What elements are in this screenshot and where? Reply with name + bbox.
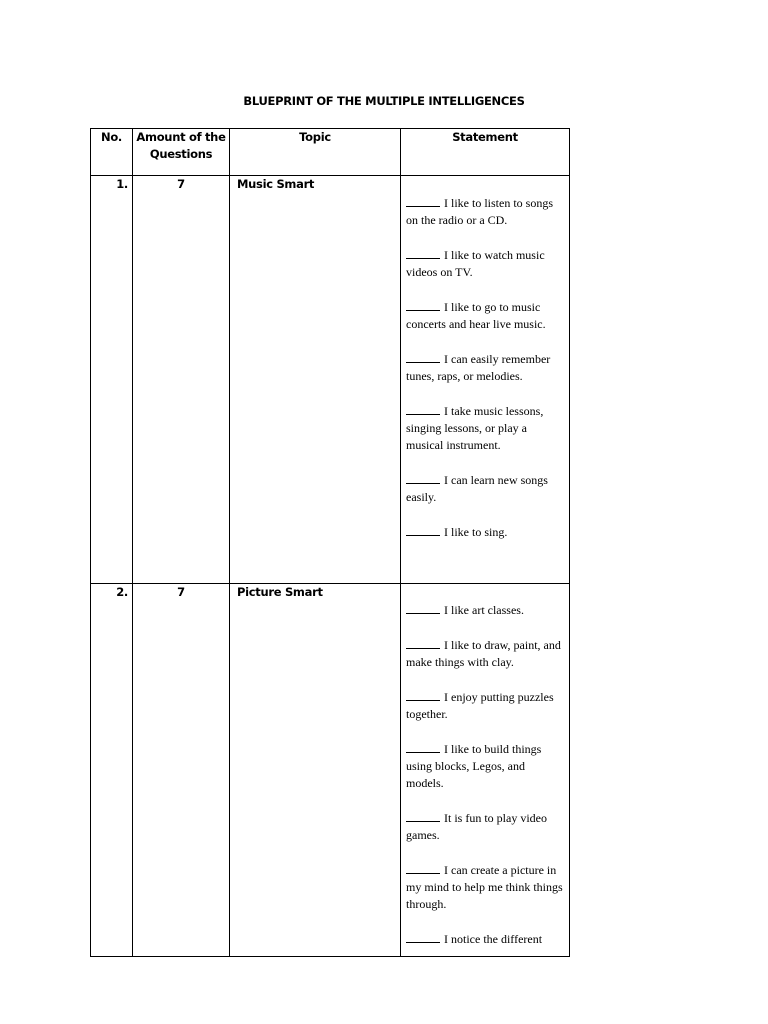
- statement-item: I like to watch music videos on TV.: [406, 248, 545, 279]
- statement-item: I like to sing.: [406, 523, 565, 541]
- answer-blank: [406, 930, 440, 943]
- answer-blank: [406, 194, 440, 207]
- statement-item: I like art classes.: [406, 601, 565, 619]
- statement-item: I can easily remember tunes, raps, or melodies.: [406, 352, 551, 383]
- answer-blank: [406, 471, 440, 484]
- document-title: BLUEPRINT OF THE MULTIPLE INTELLIGENCES: [243, 94, 525, 108]
- row-topic: Picture Smart: [230, 584, 401, 957]
- answer-blank: [406, 298, 440, 311]
- row-topic: Music Smart: [230, 176, 401, 584]
- answer-blank: [406, 523, 440, 536]
- answer-blank: [406, 601, 440, 614]
- row-amount: 7: [133, 176, 230, 584]
- row-statements: [401, 176, 570, 584]
- statement-item: I can learn new songs easily.: [406, 473, 548, 504]
- row-number: 2.: [91, 584, 133, 957]
- answer-blank: [406, 636, 440, 649]
- row-number: 1.: [91, 176, 133, 584]
- statement-item: I like to draw, paint, and make things with clay.: [406, 638, 561, 669]
- header-amount: Amount of the Questions: [133, 129, 230, 176]
- statement-item: I notice the different: [406, 930, 565, 948]
- table-header-row: [91, 129, 570, 176]
- statement-item: I take music lessons, singing lessons, or play a musical instrument.: [406, 404, 544, 452]
- answer-blank: [406, 350, 440, 363]
- statement-item: I like to build things using blocks, Legos, and models.: [406, 742, 542, 790]
- row-amount: 7: [133, 584, 230, 957]
- answer-blank: [406, 246, 440, 259]
- statement-item: I enjoy putting puzzles together.: [406, 690, 554, 721]
- header-topic: Topic: [230, 129, 401, 176]
- table-row: [91, 176, 570, 584]
- answer-blank: [406, 688, 440, 701]
- answer-blank: [406, 861, 440, 874]
- table-row: [91, 584, 570, 957]
- answer-blank: [406, 809, 440, 822]
- statement-item: It is fun to play video games.: [406, 811, 547, 842]
- answer-blank: [406, 402, 440, 415]
- blueprint-table: [90, 128, 570, 957]
- header-no: No.: [91, 129, 133, 176]
- statement-item: I like to go to music concerts and hear live music.: [406, 300, 546, 331]
- answer-blank: [406, 740, 440, 753]
- row-statements: [401, 584, 570, 957]
- statement-item: I like to listen to songs on the radio or a CD.: [406, 196, 553, 227]
- statement-item: I can create a picture in my mind to help me think things through.: [406, 863, 563, 911]
- header-statement: Statement: [401, 129, 570, 176]
